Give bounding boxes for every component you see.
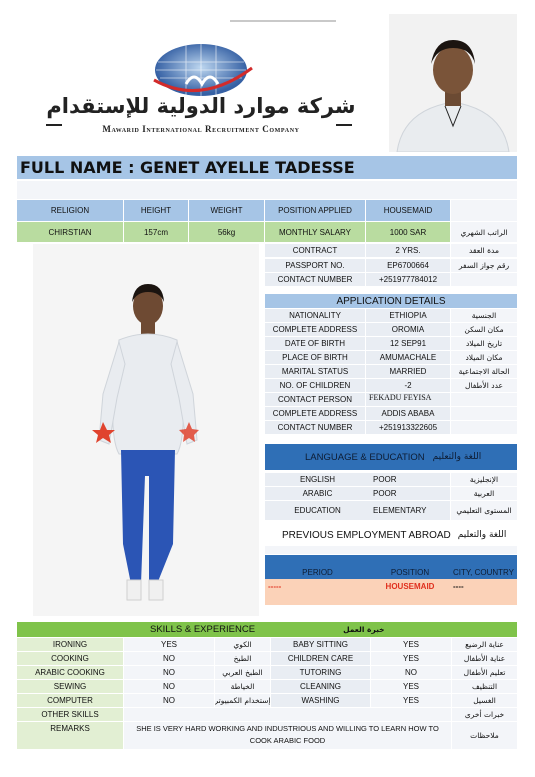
skill-arabic: الخياطة — [215, 680, 270, 693]
religion-value: CHIRSTIAN — [17, 222, 123, 242]
application-row-value: FEKADU FEYISA — [366, 393, 450, 406]
language-row-arabic: العربية — [451, 487, 517, 500]
application-row-arabic: الجنسية — [451, 309, 517, 322]
skills-heading-bar — [17, 622, 517, 637]
contract-row-label: PASSPORT NO. — [265, 259, 365, 272]
skill-label-2: TUTORING — [271, 666, 370, 679]
skill-label-2: CLEANING — [271, 680, 370, 693]
language-row-label: ENGLISH — [265, 473, 370, 486]
skill-arabic-2: عناية الأطفال — [452, 652, 517, 665]
other-skills-label: OTHER SKILLS — [17, 708, 123, 721]
employment-heading-bar — [265, 526, 517, 544]
city-country-header: CITY, COUNTRY — [450, 555, 517, 579]
company-name-english: Mawarid International Recruitment Company — [102, 124, 300, 134]
remarks-line-1: SHE IS VERY HARD WORKING AND INDUSTRIOUS AND WILLING TO LEARN HOW TO — [136, 724, 439, 733]
full-name: FULL NAME : GENET AYELLE TADESSE — [20, 158, 355, 177]
remarks-line-2: COOK ARABIC FOOD — [249, 736, 326, 745]
skill-arabic-2: تعليم الأطفال — [452, 666, 517, 679]
blank-cell — [451, 200, 517, 221]
language-row-value: ELEMENTARY — [370, 501, 450, 520]
application-row-arabic — [451, 421, 517, 434]
weight-value: 56kg — [189, 222, 264, 242]
language-row-arabic: الإنجليزية — [451, 473, 517, 486]
contract-row-label: CONTACT NUMBER — [265, 273, 365, 286]
application-row-label: DATE OF BIRTH — [265, 337, 365, 350]
contract-row-arabic: مدة العقد — [451, 244, 517, 257]
skill-value: NO — [124, 680, 214, 693]
application-row-value: -2 — [366, 379, 450, 392]
employment-period: ----- — [268, 581, 282, 591]
portrait-photo — [389, 14, 517, 152]
application-row-value: 12 SEP91 — [366, 337, 450, 350]
contract-row-arabic — [451, 273, 517, 286]
application-row-label: MARITAL STATUS — [265, 365, 365, 378]
application-row-arabic — [451, 407, 517, 420]
application-row-value: OROMIA — [366, 323, 450, 336]
application-row-arabic: الحالة الاجتماعية — [451, 365, 517, 378]
skill-value: NO — [124, 694, 214, 707]
spacer-row — [17, 181, 517, 199]
height-header: HEIGHT — [124, 200, 188, 221]
language-row-value: POOR — [370, 487, 450, 500]
application-row-label: PLACE OF BIRTH — [265, 351, 365, 364]
application-row-label: CONTACT PERSON — [265, 393, 365, 406]
full-body-photo — [33, 244, 259, 616]
skill-label: SEWING — [17, 680, 123, 693]
skill-arabic: الطبخ العربي — [215, 666, 270, 679]
skill-label: COOKING — [17, 652, 123, 665]
skill-value: NO — [124, 652, 214, 665]
language-heading-arabic: اللغة والتعليم — [432, 452, 482, 462]
skill-value: NO — [124, 666, 214, 679]
full-name-bar — [17, 156, 517, 179]
application-row-value: ADDIS ABABA — [366, 407, 450, 420]
weight-header: WEIGHT — [189, 200, 264, 221]
employment-city: ---- — [453, 581, 464, 591]
position-header: POSITION — [370, 555, 450, 579]
skill-label: ARABIC COOKING — [17, 666, 123, 679]
skill-arabic: الكوي — [215, 638, 270, 651]
skill-label: COMPUTER — [17, 694, 123, 707]
company-logo — [36, 28, 366, 140]
application-details-heading: APPLICATION DETAILS — [265, 294, 517, 308]
employment-heading: PREVIOUS EMPLOYMENT ABROAD — [282, 529, 451, 541]
skill-value-2: YES — [371, 694, 451, 707]
position-applied-value: HOUSEMAID — [366, 200, 450, 221]
application-row-label: NATIONALITY — [265, 309, 365, 322]
skill-value: YES — [124, 638, 214, 651]
skill-label-2: CHILDREN CARE — [271, 652, 370, 665]
skill-label-2: BABY SITTING — [271, 638, 370, 651]
skill-value-2: YES — [371, 652, 451, 665]
contract-row-value: +251977784012 — [366, 273, 450, 286]
employment-heading-arabic: اللغة والتعليم — [457, 530, 507, 540]
application-row-arabic: مكان السكن — [451, 323, 517, 336]
other-skills-arabic: خبرات أخرى — [452, 708, 517, 721]
skill-arabic-2: التنظيف — [452, 680, 517, 693]
application-row-value: MARRIED — [366, 365, 450, 378]
application-row-value: ETHIOPIA — [366, 309, 450, 322]
height-value: 157cm — [124, 222, 188, 242]
top-rule — [230, 20, 336, 22]
company-name-arabic: شركة موارد الدولية للإستقدام — [46, 94, 356, 118]
application-row-arabic: مكان الميلاد — [451, 351, 517, 364]
contract-row-label: CONTRACT — [265, 244, 365, 257]
contract-row-value: 2 YRS. — [366, 244, 450, 257]
skills-heading-arabic: خبرة العمل — [343, 625, 385, 634]
language-row-label: ARABIC — [265, 487, 370, 500]
application-row-arabic — [451, 393, 517, 406]
application-row-label: COMPLETE ADDRESS — [265, 407, 365, 420]
application-row-label: NO. OF CHILDREN — [265, 379, 365, 392]
application-row-arabic: تاريخ الميلاد — [451, 337, 517, 350]
language-row-arabic: المستوى التعليمي — [451, 501, 517, 520]
language-row-value: POOR — [370, 473, 450, 486]
contract-row-value: EP6700664 — [366, 259, 450, 272]
skill-arabic-2: عناية الرضيع — [452, 638, 517, 651]
monthly-salary-arabic: الراتب الشهري — [451, 222, 517, 242]
application-row-label: CONTACT NUMBER — [265, 421, 365, 434]
language-heading: LANGUAGE & EDUCATION — [305, 451, 425, 463]
application-row-arabic: عدد الأطفال — [451, 379, 517, 392]
application-row-value: AMUMACHALE — [366, 351, 450, 364]
employment-spacer — [265, 546, 517, 554]
position-applied-header: POSITION APPLIED — [265, 200, 365, 221]
skill-arabic: الطبخ — [215, 652, 270, 665]
monthly-salary-value: 1000 SAR — [366, 222, 450, 242]
skill-arabic-2: الغسيل — [452, 694, 517, 707]
religion-header: RELIGION — [17, 200, 123, 221]
skill-value-2: NO — [371, 666, 451, 679]
skill-value-2: YES — [371, 680, 451, 693]
period-header: PERIOD — [265, 555, 370, 579]
skill-label-2: WASHING — [271, 694, 370, 707]
skill-arabic: إستخدام الكمبيوتر — [215, 696, 270, 705]
other-skills-value — [124, 708, 451, 721]
language-heading-bar — [265, 444, 517, 470]
contract-row-arabic: رقم جواز السفر — [451, 259, 517, 272]
skill-label: IRONING — [17, 638, 123, 651]
application-row-label: COMPLETE ADDRESS — [265, 323, 365, 336]
remarks-value — [124, 722, 451, 749]
skill-value-2: YES — [371, 638, 451, 651]
language-row-label: EDUCATION — [265, 501, 370, 520]
remarks-label: REMARKS — [17, 722, 123, 749]
monthly-salary-label: MONTHLY SALARY — [265, 222, 365, 242]
remarks-arabic: ملاحظات — [452, 722, 517, 749]
application-row-value: +251913322605 — [366, 421, 450, 434]
skills-heading: SKILLS & EXPERIENCE — [150, 624, 256, 635]
employment-position: HOUSEMAID — [385, 581, 435, 591]
